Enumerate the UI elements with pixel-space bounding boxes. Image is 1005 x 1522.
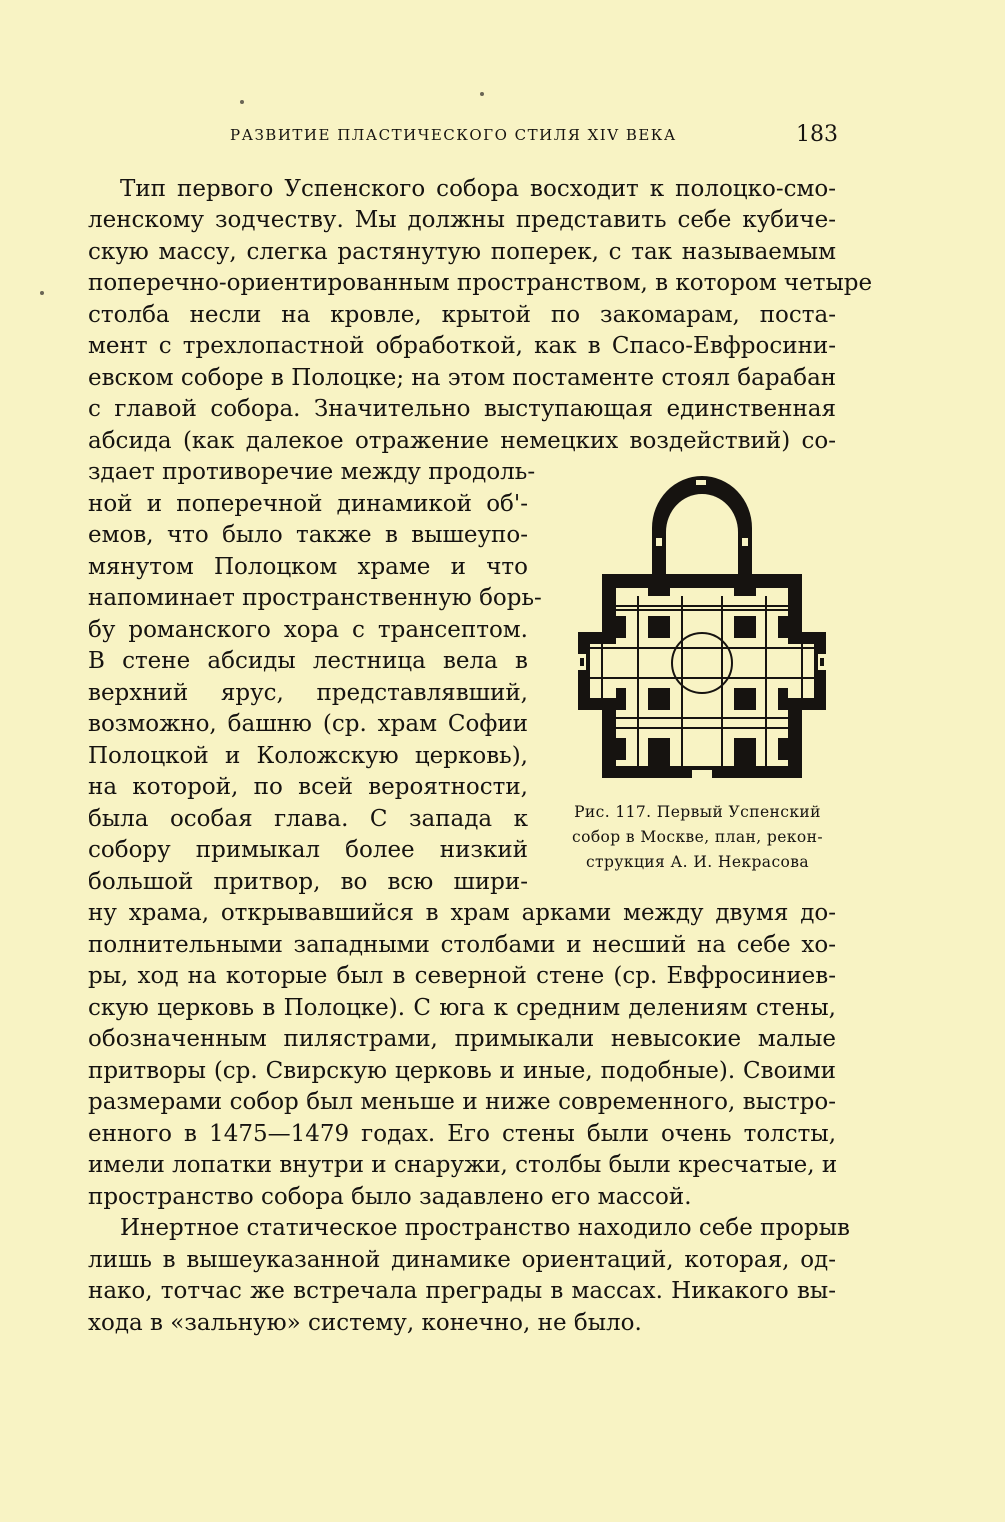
text-line: возможно, башню (ср. храм Софии xyxy=(88,711,528,737)
text-line: лишь в вышеуказанной динамике ориентаций, которая, од- xyxy=(88,1247,836,1273)
text-line: ну храма, открывавшийся в храм арками между двумя до- xyxy=(88,900,836,926)
text-line: скую массу, слегка растянутую поперек, с так называемым xyxy=(88,239,836,265)
text-line: здает противоречие между продоль- xyxy=(88,459,536,485)
text-line: была особая глава. С запада к xyxy=(88,806,528,832)
caption-line: собор в Москве, план, рекон- xyxy=(572,828,823,846)
floor-plan-drawing xyxy=(558,466,838,786)
print-speck xyxy=(240,100,244,104)
caption-line: струкция А. И. Некрасова xyxy=(585,853,810,871)
text-line: большой притвор, во всю шири- xyxy=(88,869,528,895)
text-line: полнительными западными столбами и несший на себе хо- xyxy=(88,932,836,958)
text-line: ры, ход на которые был в северной стене (ср. Евфросиниев- xyxy=(88,963,836,989)
text-line: верхний ярус, представлявший, xyxy=(88,680,528,706)
figure-caption xyxy=(545,800,850,875)
text-line: с главой собора. Значительно выступающая единственная xyxy=(88,396,836,422)
text-line: В стене абсиды лестница вела в xyxy=(88,648,528,674)
text-line: нако, тотчас же встречала преграды в массах. Никакого вы- xyxy=(88,1278,836,1304)
text-line: евском соборе в Полоцке; на этом постаменте стоял барабан xyxy=(88,365,837,391)
caption-line: Рис. 117. Первый Успенский xyxy=(574,803,821,821)
text-line: енного в 1475—1479 годах. Его стены были очень толсты, xyxy=(88,1121,836,1147)
text-line: столба несли на кровле, крытой по закомарам, поста- xyxy=(88,302,836,328)
floor-plan-figure xyxy=(558,466,838,786)
text-line: поперечно-ориентированным пространством, в котором четыре xyxy=(88,270,873,296)
text-line: притворы (ср. Свирскую церковь и иные, подобные). Своими xyxy=(88,1058,836,1084)
text-line: емов, что было также в вышеупо- xyxy=(88,522,528,548)
text-line: напоминает пространственную борь- xyxy=(88,585,542,611)
text-line: хода в «зальную» систему, конечно, не было. xyxy=(88,1310,642,1336)
text-line: ленскому зодчеству. Мы должны представить себе кубиче- xyxy=(88,207,836,233)
text-line: Полоцкой и Коложскую церковь), xyxy=(88,743,528,769)
text-line: скую церковь в Полоцке). С юга к средним делениям стены, xyxy=(88,995,836,1021)
text-line: обозначенным пилястрами, примыкали невысокие малые xyxy=(88,1026,836,1052)
text-line: на которой, по всей вероятности, xyxy=(88,774,528,800)
running-head: РАЗВИТИЕ ПЛАСТИЧЕСКОГО СТИЛЯ XIV ВЕКА xyxy=(230,126,677,144)
text-line: бу романского хора с трансептом. xyxy=(88,617,528,643)
text-line: имели лопатки внутри и снаружи, столбы были кресчатые, и xyxy=(88,1152,838,1178)
print-speck xyxy=(480,92,484,96)
text-line: мянутом Полоцком храме и что xyxy=(88,554,528,580)
page-header xyxy=(88,124,838,154)
text-line: абсида (как далекое отражение немецких воздействий) со- xyxy=(88,428,836,454)
text-line: ной и поперечной динамикой об'- xyxy=(88,491,528,517)
text-line: собору примыкал более низкий xyxy=(88,837,528,863)
print-speck xyxy=(40,291,44,295)
text-line: пространство собора было задавлено его массой. xyxy=(88,1184,692,1210)
text-line: размерами собор был меньше и ниже современного, выстро- xyxy=(88,1089,836,1115)
text-line: Инертное статическое пространство находило себе прорыв xyxy=(120,1215,851,1241)
page-number: 183 xyxy=(796,122,838,147)
text-line: мент с трехлопастной обработкой, как в Спасо-Евфросини- xyxy=(88,333,836,359)
text-line: Тип первого Успенского собора восходит к полоцко-смо- xyxy=(120,176,836,202)
